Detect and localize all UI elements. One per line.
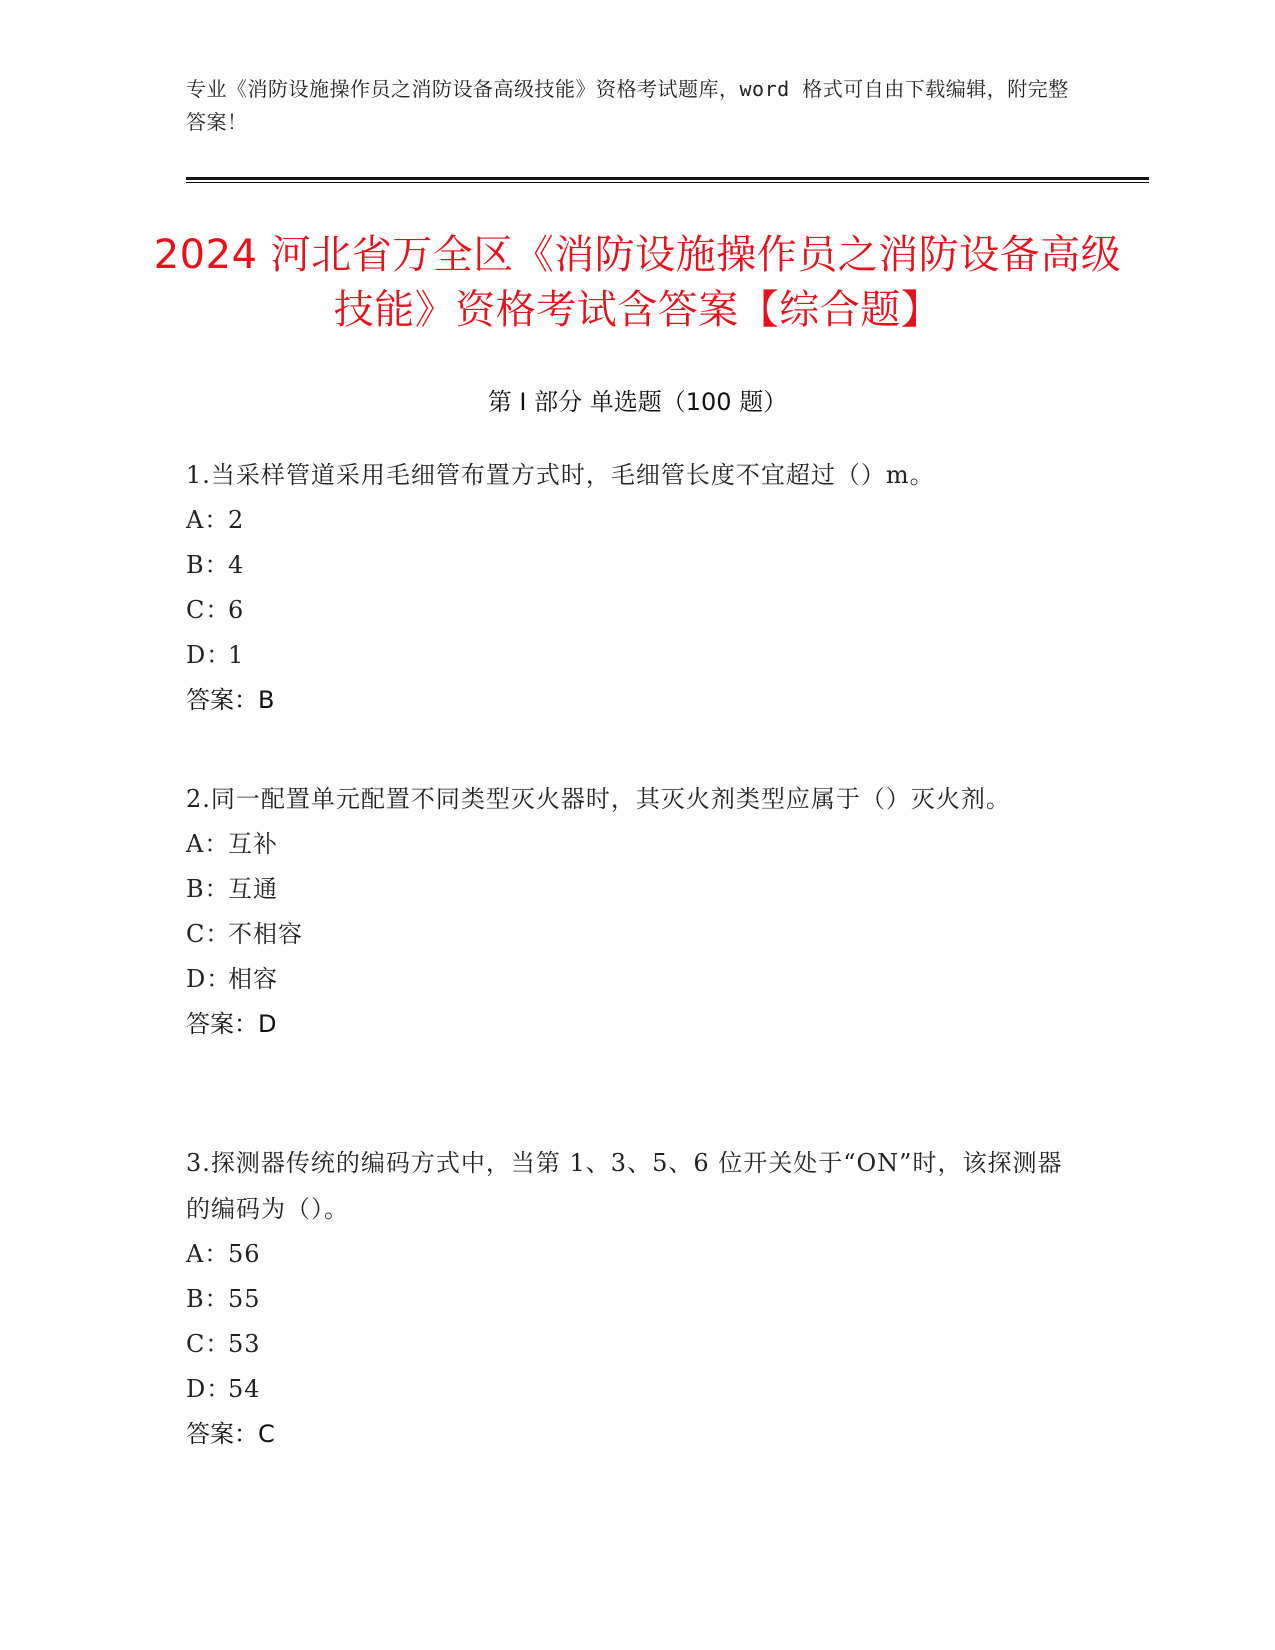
option-b — [186, 543, 1066, 588]
question-stem: 3.探测器传统的编码方式中，当第 1、3、5、6 位开关处于“ON”时，该探测器的编码为（）。 — [186, 1149, 1063, 1223]
option-text: 相容 — [228, 965, 278, 993]
option-text: 6 — [228, 596, 245, 624]
option-key: A： — [186, 830, 230, 858]
option-text: 4 — [228, 551, 245, 579]
option-d — [186, 1367, 1066, 1412]
section-heading: 第 I 部分 单选题（100 题） — [487, 388, 788, 416]
answer: 答案：C — [186, 1420, 275, 1448]
answer: 答案：D — [186, 1010, 277, 1038]
option-text: 54 — [228, 1375, 261, 1403]
option-key: B： — [186, 1285, 230, 1313]
option-key: A： — [186, 1240, 230, 1268]
option-text: 53 — [228, 1330, 261, 1358]
header-divider-thick — [186, 177, 1149, 180]
option-key: D： — [186, 1375, 232, 1403]
answer: 答案：B — [186, 686, 275, 714]
question-1 — [186, 452, 1066, 723]
option-a — [186, 498, 1066, 543]
option-text: 2 — [228, 506, 245, 534]
option-key: D： — [186, 965, 232, 993]
header-note: 专业《消防设施操作员之消防设备高级技能》资格考试题库，word 格式可自由下载编辑，附完整答案！ — [186, 77, 1069, 134]
option-key: C： — [186, 1330, 231, 1358]
option-b — [186, 867, 1066, 912]
option-d — [186, 633, 1066, 678]
option-key: B： — [186, 551, 230, 579]
question-3 — [186, 1140, 1066, 1457]
option-d — [186, 957, 1066, 1002]
option-text: 互通 — [228, 875, 278, 903]
document-title: 2024 河北省万全区《消防设施操作员之消防设备高级技能》资格考试含答案【综合题】 — [153, 232, 1122, 333]
option-key: D： — [186, 641, 232, 669]
option-a — [186, 822, 1066, 867]
question-stem: 1.当采样管道采用毛细管布置方式时，毛细管长度不宜超过（）m。 — [186, 461, 935, 489]
option-key: C： — [186, 596, 231, 624]
option-b — [186, 1277, 1066, 1322]
option-text: 互补 — [228, 830, 278, 858]
option-key: A： — [186, 506, 230, 534]
option-key: B： — [186, 875, 230, 903]
option-text: 不相容 — [228, 920, 303, 948]
option-a — [186, 1232, 1066, 1277]
option-key: C： — [186, 920, 231, 948]
option-text: 56 — [228, 1240, 261, 1268]
option-text: 55 — [228, 1285, 261, 1313]
header-divider-thin — [186, 182, 1149, 183]
question-2 — [186, 776, 1066, 1047]
option-c — [186, 588, 1066, 633]
option-c — [186, 912, 1066, 957]
option-text: 1 — [228, 641, 245, 669]
question-stem: 2.同一配置单元配置不同类型灭火器时，其灭火剂类型应属于（）灭火剂。 — [186, 785, 1011, 813]
option-c — [186, 1322, 1066, 1367]
